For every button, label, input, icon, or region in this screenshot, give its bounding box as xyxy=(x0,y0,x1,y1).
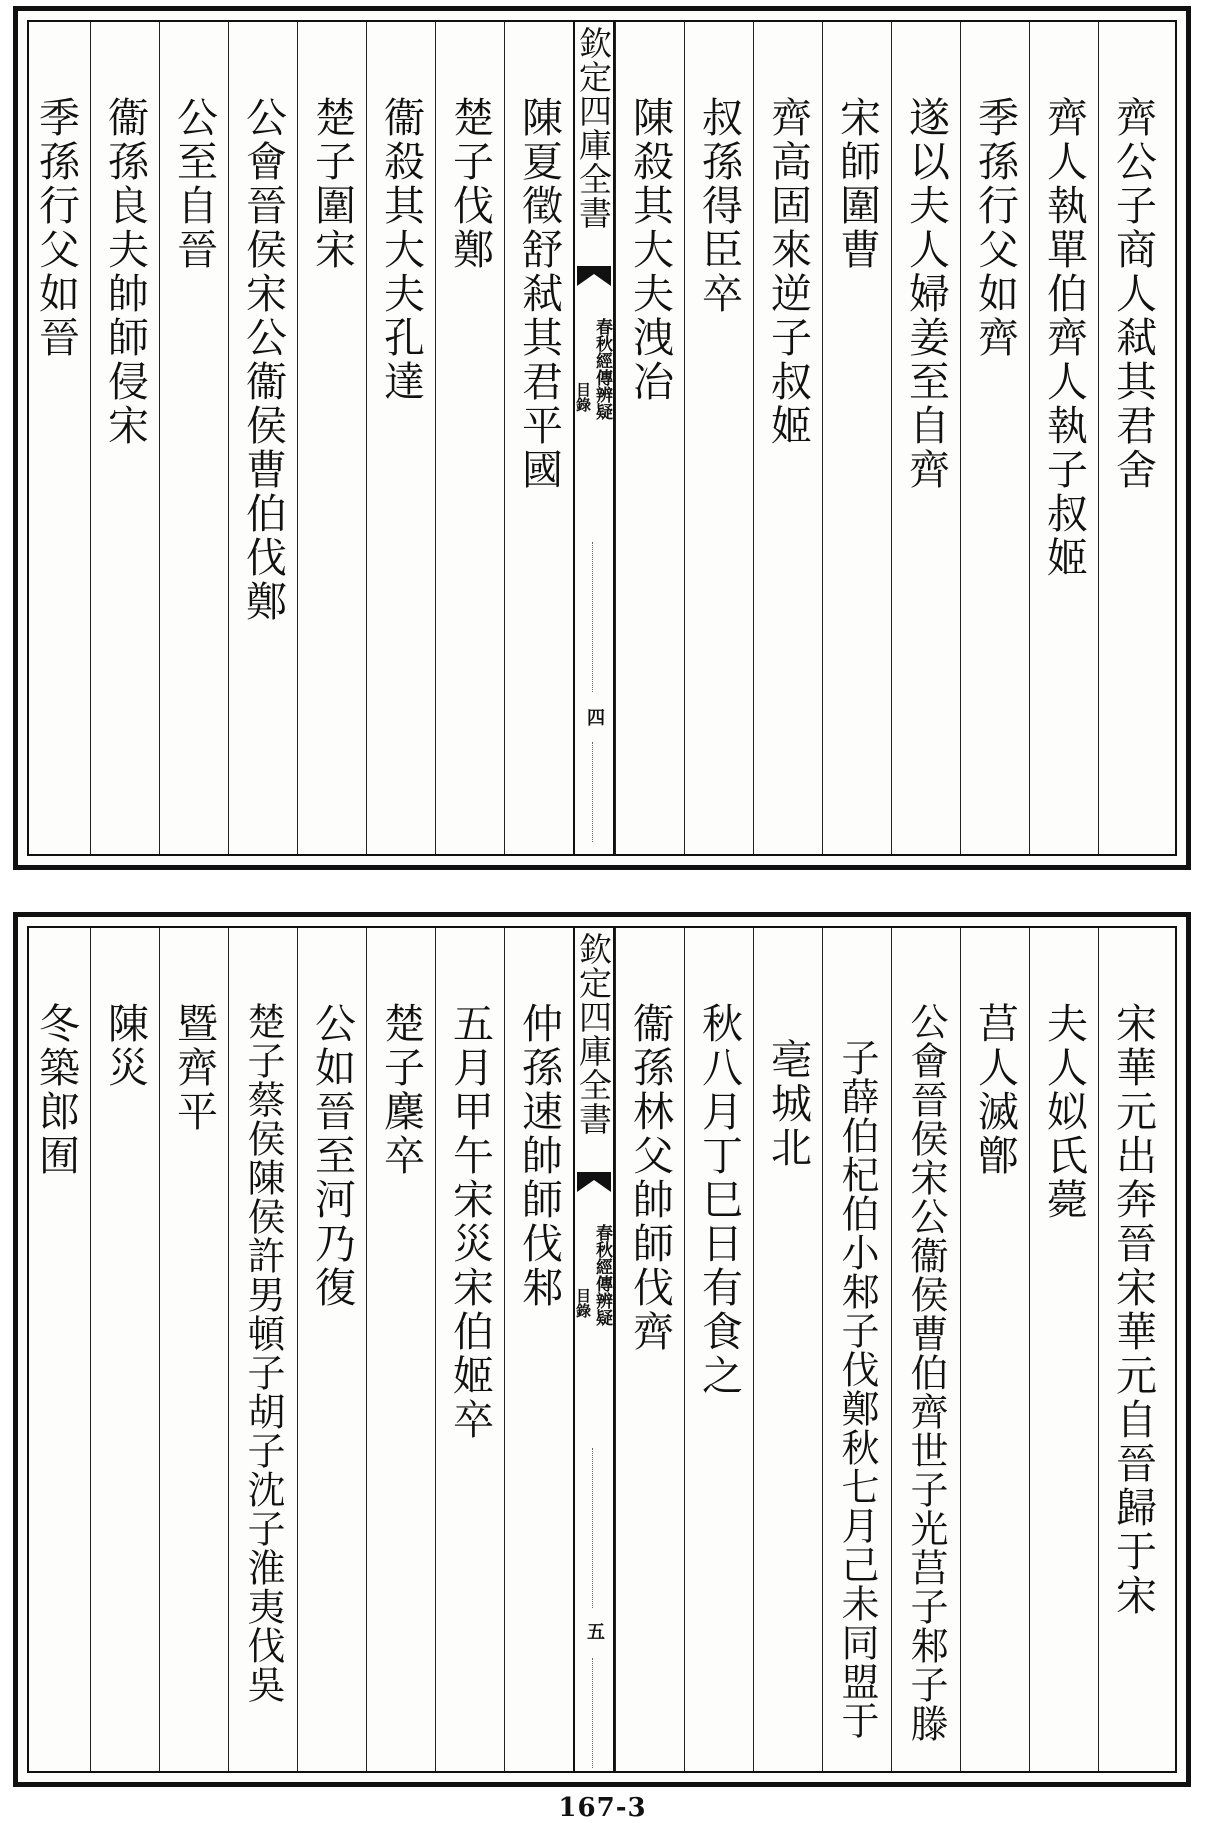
text-column xyxy=(822,928,891,1771)
text-column xyxy=(504,22,573,854)
text-column xyxy=(29,928,90,1771)
text-column xyxy=(366,22,435,854)
column-text: 齊公子商人弒其君舍 xyxy=(1109,96,1157,492)
text-column xyxy=(1098,22,1167,854)
column-text: 季孫行父如齊 xyxy=(971,96,1019,360)
text-column xyxy=(615,928,684,1771)
text-column xyxy=(297,928,366,1771)
text-column xyxy=(435,22,504,854)
spine-title: 欽定四庫全書 xyxy=(574,26,613,230)
column-text: 公會晉侯宋公衞侯曹伯伐鄭 xyxy=(239,96,287,624)
text-column xyxy=(366,928,435,1771)
column-text: 冬築郎囿 xyxy=(32,1002,80,1178)
page-spine xyxy=(573,928,615,1771)
column-text: 陳災 xyxy=(101,1002,149,1090)
spine-guide-line xyxy=(592,542,593,692)
page-frame xyxy=(27,20,1177,856)
fish-tail-mark-icon xyxy=(577,266,611,286)
fish-tail-mark-icon xyxy=(577,1172,611,1192)
spine-page-number: 四 xyxy=(584,708,605,726)
column-text: 陳殺其大夫洩冶 xyxy=(626,96,674,404)
column-text: 宋華元出奔晉宋華元自晉歸于宋 xyxy=(1109,1002,1157,1618)
column-text: 陳夏徵舒弒其君平國 xyxy=(515,96,563,492)
text-column xyxy=(753,22,822,854)
text-column xyxy=(29,22,90,854)
text-column xyxy=(684,22,753,854)
column-text: 公會晉侯宋公衞侯曹伯齊世子光莒子邾子滕 xyxy=(904,1002,948,1743)
text-column xyxy=(822,22,891,854)
spine-guide-line xyxy=(592,742,593,842)
text-column xyxy=(1098,928,1167,1771)
spine-section-label: 目錄 xyxy=(574,382,592,412)
text-column xyxy=(615,22,684,854)
spine-guide-line xyxy=(592,1448,593,1608)
column-text: 衞孫良夫帥師侵宋 xyxy=(101,96,149,448)
column-text: 公至自晉 xyxy=(170,96,218,272)
text-column xyxy=(90,928,159,1771)
column-text: 衞殺其大夫孔達 xyxy=(377,96,425,404)
column-text: 宋師圍曹 xyxy=(833,96,881,272)
text-column xyxy=(297,22,366,854)
page-spine xyxy=(573,22,615,854)
page-panel-top xyxy=(13,6,1191,870)
column-text: 楚子伐鄭 xyxy=(446,96,494,272)
text-column xyxy=(159,22,228,854)
text-column xyxy=(1029,22,1098,854)
text-column xyxy=(435,928,504,1771)
page-footer-number: 167-3 xyxy=(558,1793,647,1823)
text-column xyxy=(228,22,297,854)
column-text: 衞孫林父帥師伐齊 xyxy=(626,1002,674,1354)
page-panel-bottom xyxy=(13,912,1191,1787)
text-column xyxy=(960,22,1029,854)
text-column xyxy=(684,928,753,1771)
text-column xyxy=(891,22,960,854)
text-column xyxy=(960,928,1029,1771)
column-text: 遂以夫人婦姜至自齊 xyxy=(902,96,950,492)
text-column xyxy=(891,928,960,1771)
column-text: 夫人姒氏薨 xyxy=(1040,1002,1088,1222)
column-text: 叔孫得臣卒 xyxy=(695,96,743,316)
column-text: 楚子圍宋 xyxy=(308,96,356,272)
column-text: 楚子蔡侯陳侯許男頓子胡子沈子淮夷伐吳 xyxy=(241,1002,285,1704)
column-text: 楚子麇卒 xyxy=(377,1002,425,1178)
column-text: 莒人滅鄫 xyxy=(971,1002,1019,1178)
column-text: 暨齊平 xyxy=(170,1002,218,1134)
column-text: 子薛伯杞伯小邾子伐鄭秋七月己未同盟于 xyxy=(835,1038,879,1740)
page-frame xyxy=(27,926,1177,1773)
spine-book-title: 春秋經傳辨疑 xyxy=(592,1224,612,1326)
column-text: 齊人執單伯齊人執子叔姬 xyxy=(1040,96,1088,580)
text-column xyxy=(504,928,573,1771)
text-column xyxy=(159,928,228,1771)
text-column xyxy=(1029,928,1098,1771)
text-column xyxy=(753,928,822,1771)
spine-page-number: 五 xyxy=(584,1622,605,1640)
column-text: 公如晉至河乃復 xyxy=(308,1002,356,1310)
spine-book-title: 春秋經傳辨疑 xyxy=(592,318,612,420)
column-text: 五月甲午宋災宋伯姬卒 xyxy=(446,1002,494,1442)
spine-title: 欽定四庫全書 xyxy=(574,932,613,1136)
column-text: 秋八月丁巳日有食之 xyxy=(695,1002,743,1398)
column-text: 亳城北 xyxy=(764,1038,812,1170)
column-text: 季孫行父如晉 xyxy=(32,96,80,360)
spine-section-label: 目錄 xyxy=(574,1288,592,1318)
text-column xyxy=(90,22,159,854)
column-text: 仲孫速帥師伐邾 xyxy=(515,1002,563,1310)
spine-guide-line xyxy=(592,1658,593,1768)
text-column xyxy=(228,928,297,1771)
column-text: 齊高固來逆子叔姬 xyxy=(764,96,812,448)
